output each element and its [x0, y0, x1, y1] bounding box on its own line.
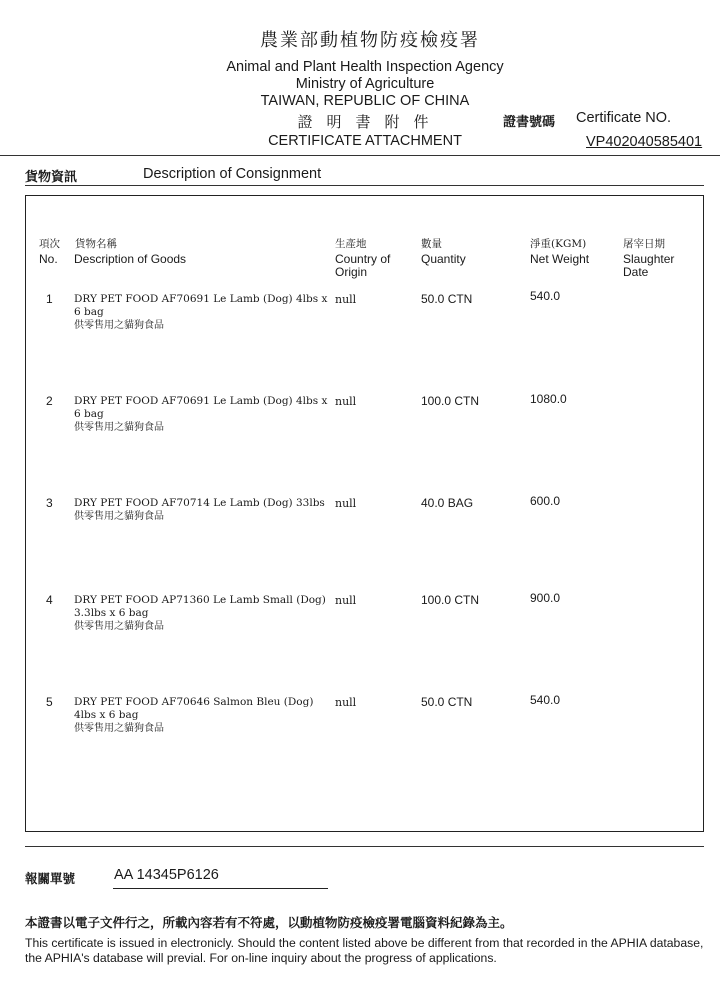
row-origin: null — [335, 395, 357, 408]
row-description — [74, 594, 326, 633]
row-net-weight: 540.0 — [530, 289, 561, 303]
row-number: 5 — [46, 695, 53, 709]
row-origin: null — [335, 696, 357, 709]
declaration-underline — [113, 888, 328, 889]
attachment-title-en: CERTIFICATE ATTACHMENT — [268, 133, 462, 149]
certificate-label-en: Certificate NO. — [576, 110, 672, 126]
row-number: 1 — [46, 292, 53, 306]
agency-name-en: Animal and Plant Health Inspection Agency — [226, 59, 504, 75]
row-description-en: DRY PET FOOD AP71360 Le Lamb Small (Dog) 3.3lbs x 6 bag — [74, 594, 326, 619]
col-quantity-zh: 數量 — [421, 238, 442, 250]
customs-declaration-number: AA 14345P6126 — [114, 867, 219, 883]
row-net-weight: 540.0 — [530, 693, 561, 707]
ministry-name: Ministry of Agriculture — [295, 76, 435, 92]
row-origin: null — [335, 594, 357, 607]
col-slaughter-en: Slaughter Date — [623, 252, 675, 279]
header-divider — [0, 155, 720, 156]
row-quantity: 50.0 CTN — [421, 695, 473, 709]
col-weight-zh: 淨重(KGM) — [530, 238, 587, 250]
col-weight-en: Net Weight — [530, 252, 590, 266]
row-quantity: 40.0 BAG — [421, 496, 474, 510]
consignment-divider — [25, 185, 704, 186]
col-no-zh: 項次 — [39, 238, 60, 250]
row-quantity: 100.0 CTN — [421, 593, 480, 607]
row-description-zh: 供零售用之貓狗食品 — [74, 723, 164, 734]
row-description-en: DRY PET FOOD AF70691 Le Lamb (Dog) 4lbs x 6 bag — [74, 293, 328, 318]
col-goods-en: Description of Goods — [74, 252, 187, 266]
row-number: 2 — [46, 394, 53, 408]
col-quantity-en: Quantity — [421, 252, 466, 266]
consignment-label-en: Description of Consignment — [143, 166, 322, 182]
row-quantity: 100.0 CTN — [421, 394, 480, 408]
row-number: 4 — [46, 593, 53, 607]
row-number: 3 — [46, 496, 53, 510]
country-name: TAIWAN, REPUBLIC OF CHINA — [260, 93, 470, 109]
attachment-title-zh: 證明書附件 — [297, 113, 443, 131]
certificate-number: VP402040585401 — [586, 134, 703, 150]
row-description — [74, 293, 327, 332]
col-no-en: No. — [39, 252, 58, 266]
footer-divider — [25, 846, 704, 847]
notice-en: This certificate is issued in electronicly. Should the content listed above be different from that recorded in the APHIA database, the APHIA's database will previal. For on-line inquiry about the progress of applications. — [25, 936, 704, 965]
customs-declaration-label: 報關單號 — [25, 871, 76, 886]
row-description-en: DRY PET FOOD AF70714 Le Lamb (Dog) 33lbs — [74, 497, 325, 509]
row-description — [74, 696, 313, 735]
col-origin-en: Country of Origin — [335, 252, 391, 279]
agency-name-zh: 農業部動植物防疫檢疫署 — [260, 30, 480, 51]
goods-table — [25, 195, 704, 832]
row-origin: null — [335, 497, 357, 510]
row-description-zh: 供零售用之貓狗食品 — [74, 320, 164, 331]
certificate-label-zh: 證書號碼 — [503, 115, 556, 130]
col-slaughter-zh: 屠宰日期 — [623, 238, 665, 250]
row-net-weight: 600.0 — [530, 494, 561, 508]
row-description-zh: 供零售用之貓狗食品 — [74, 511, 164, 522]
col-origin-zh: 生產地 — [335, 238, 367, 250]
row-net-weight: 1080.0 — [530, 392, 567, 406]
row-description-zh: 供零售用之貓狗食品 — [74, 621, 164, 632]
notice-zh: 本證書以電子文件行之，所載內容若有不符處，以動植物防疫檢疫署電腦資料紀錄為主。 — [25, 915, 513, 930]
row-net-weight: 900.0 — [530, 591, 561, 605]
col-goods-zh: 貨物名稱 — [75, 238, 117, 250]
row-origin: null — [335, 293, 357, 306]
row-quantity: 50.0 CTN — [421, 292, 473, 306]
row-description-zh: 供零售用之貓狗食品 — [74, 422, 164, 433]
row-description — [74, 395, 327, 434]
row-description — [74, 497, 325, 523]
row-description-en: DRY PET FOOD AF70691 Le Lamb (Dog) 4lbs x 6 bag — [74, 395, 328, 420]
row-description-en: DRY PET FOOD AF70646 Salmon Bleu (Dog) 4lbs x 6 bag — [74, 696, 314, 721]
consignment-label-zh: 貨物資訊 — [25, 170, 78, 185]
